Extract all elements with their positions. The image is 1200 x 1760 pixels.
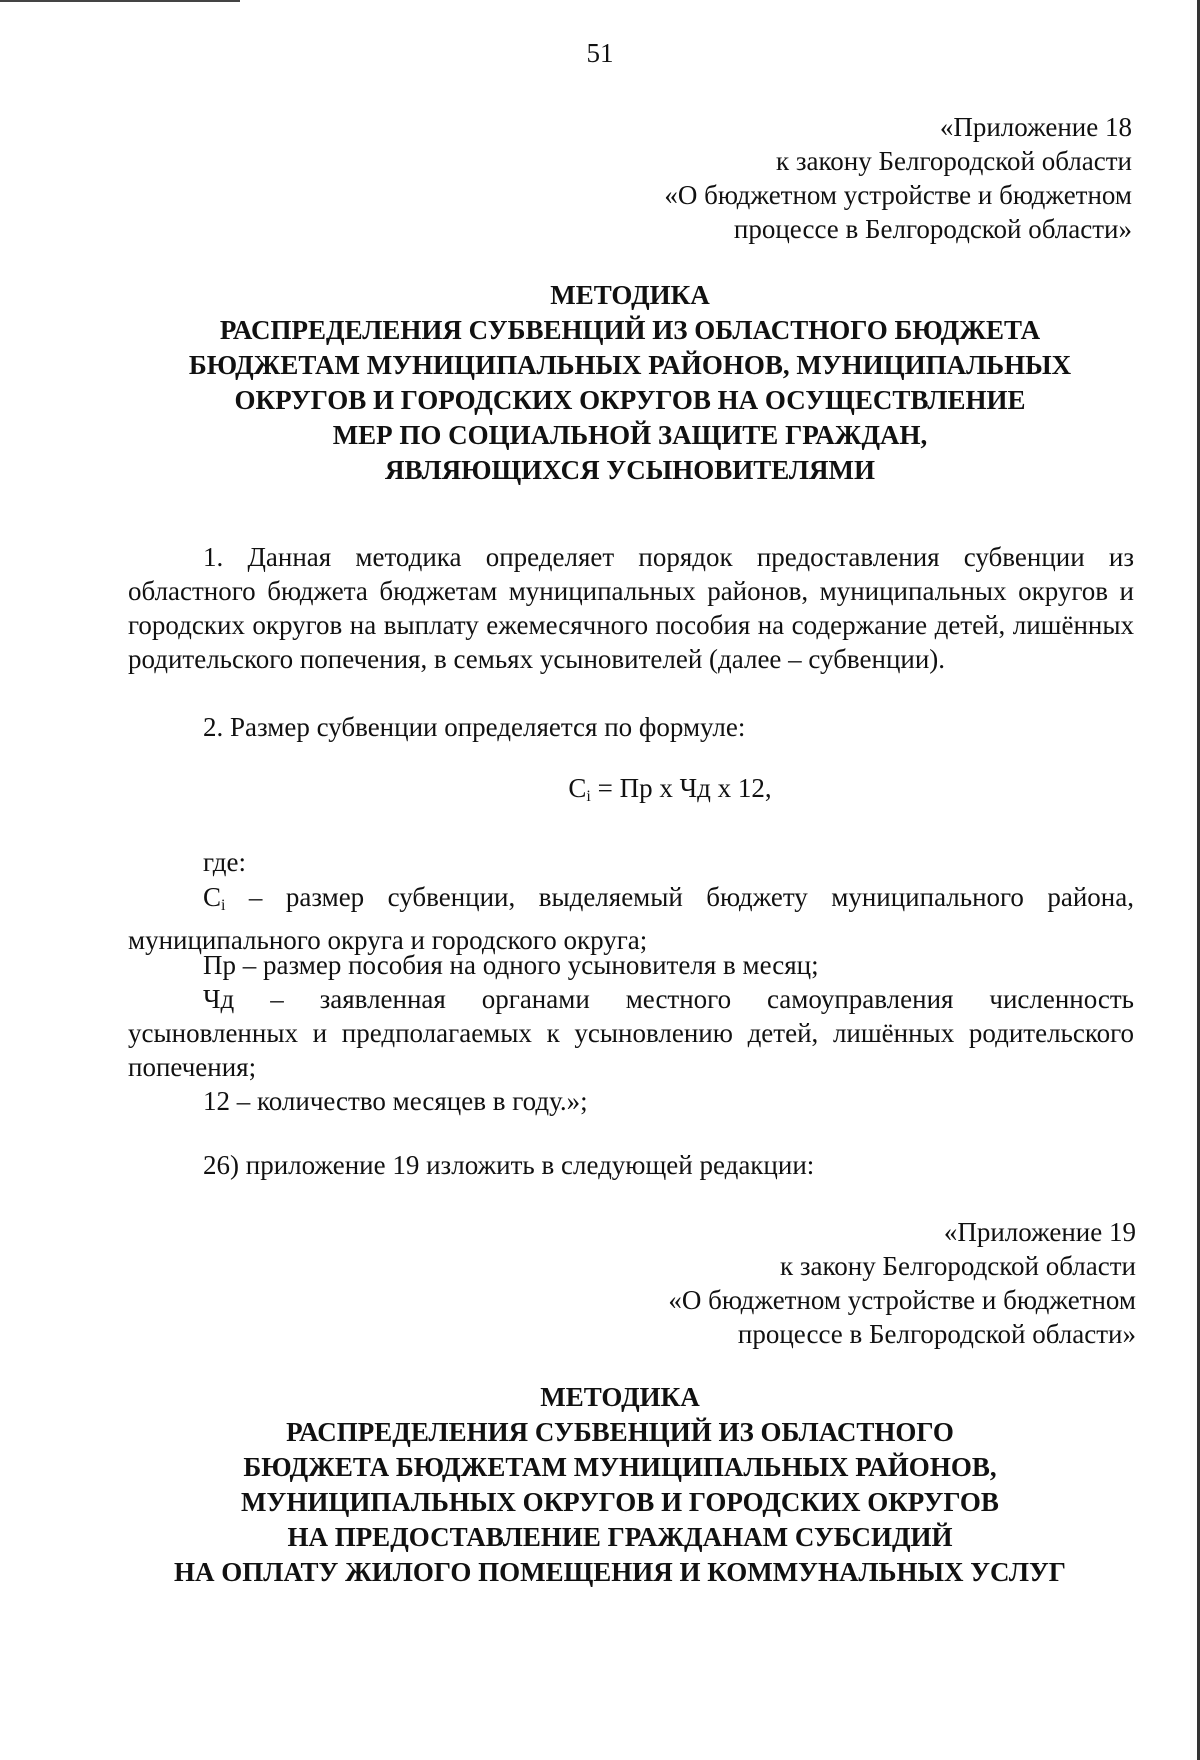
- definition-months: 12 – количество месяцев в году.»;: [203, 1086, 588, 1116]
- appendix-18-line: «Приложение 18: [939, 112, 1132, 142]
- heading-19-line: БЮДЖЕТА БЮДЖЕТАМ МУНИЦИПАЛЬНЫХ РАЙОНОВ,: [243, 1452, 997, 1482]
- methodology-heading-18: [140, 278, 1120, 488]
- heading-19-line: МУНИЦИПАЛЬНЫХ ОКРУГОВ И ГОРОДСКИХ ОКРУГОВ: [241, 1487, 999, 1517]
- heading-18-line: МЕТОДИКА: [550, 280, 710, 310]
- formula-c: С: [568, 773, 587, 803]
- definition-ci: [128, 880, 1134, 957]
- appendix-19-line: «О бюджетном устройстве и бюджетном: [668, 1285, 1136, 1315]
- appendix-19-line: «Приложение 19: [943, 1217, 1136, 1247]
- item-26: 26) приложение 19 изложить в следующей редакции:: [203, 1150, 815, 1180]
- heading-18-line: ЯВЛЯЮЩИХСЯ УСЫНОВИТЕЛЯМИ: [385, 455, 875, 485]
- definition-pr: Пр – размер пособия на одного усыновителя в месяц;: [203, 950, 819, 980]
- heading-19-line: НА ОПЛАТУ ЖИЛОГО ПОМЕЩЕНИЯ И КОММУНАЛЬНЫХ УСЛУГ: [174, 1557, 1066, 1587]
- heading-19-line: РАСПРЕДЕЛЕНИЯ СУБВЕНЦИЙ ИЗ ОБЛАСТНОГО: [286, 1417, 954, 1447]
- heading-19-line: МЕТОДИКА: [540, 1382, 700, 1412]
- paragraph-1: 1. Данная методика определяет порядок предоставления субвенции из областного бюджета бюджетам муниципальных районов, муниципальных округов и городских округов на выплату ежемесячного пособия на содержание детей, лишённых родительского попечения, в семьях усыновителей (далее – субвенции).: [128, 542, 1134, 674]
- appendix-19-reference: [668, 1215, 1136, 1351]
- appendix-18-line: процессе в Белгородской области»: [733, 214, 1132, 244]
- appendix-18-line: «О бюджетном устройстве и бюджетном: [664, 180, 1132, 210]
- paragraph-2: 2. Размер субвенции определяется по формуле:: [203, 712, 746, 742]
- formula: [0, 773, 1200, 806]
- ci-rest: – размер субвенции, выделяемый бюджету муниципального района, муниципального округа и городского округа;: [128, 882, 1134, 955]
- appendix-18-line: к закону Белгородской области: [776, 146, 1132, 176]
- appendix-18-reference: [664, 110, 1132, 246]
- formula-rest: = Пр х Чд х 12,: [590, 773, 772, 803]
- where-label: где:: [203, 847, 246, 877]
- heading-18-line: ОКРУГОВ И ГОРОДСКИХ ОКРУГОВ НА ОСУЩЕСТВЛЕНИЕ: [234, 385, 1026, 415]
- ci-c: С: [203, 882, 222, 912]
- heading-18-line: БЮДЖЕТАМ МУНИЦИПАЛЬНЫХ РАЙОНОВ, МУНИЦИПАЛЬНЫХ: [188, 350, 1072, 380]
- ci-subscript: i: [221, 897, 226, 914]
- appendix-19-line: процессе в Белгородской области»: [737, 1319, 1136, 1349]
- heading-19-line: НА ПРЕДОСТАВЛЕНИЕ ГРАЖДАНАМ СУБСИДИЙ: [287, 1522, 953, 1552]
- definition-chd: Чд – заявленная органами местного самоуправления численность усыновленных и предполагаемых к усыновлению детей, лишённых родительского попечения;: [128, 984, 1134, 1082]
- heading-18-line: РАСПРЕДЕЛЕНИЯ СУБВЕНЦИЙ ИЗ ОБЛАСТНОГО БЮДЖЕТА: [219, 315, 1041, 345]
- page-number: 51: [586, 38, 614, 68]
- methodology-heading-19: [120, 1380, 1120, 1590]
- scan-edge-top: [0, 0, 240, 2]
- heading-18-line: МЕР ПО СОЦИАЛЬНОЙ ЗАЩИТЕ ГРАЖДАН,: [332, 420, 928, 450]
- formula-subscript: i: [586, 788, 591, 805]
- appendix-19-line: к закону Белгородской области: [780, 1251, 1136, 1281]
